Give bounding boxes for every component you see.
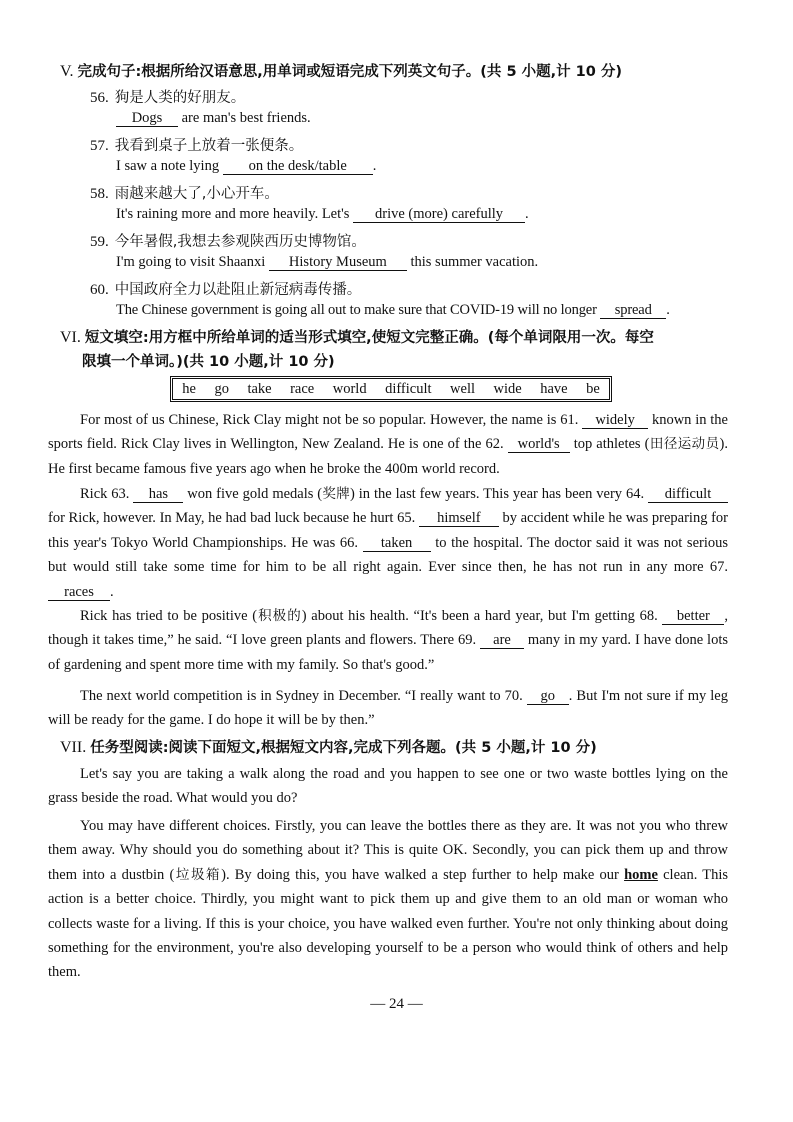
word-bank-item: have <box>540 380 568 397</box>
answer-67: races <box>48 584 110 601</box>
answer-60: spread <box>600 302 666 319</box>
q59-chinese: 59. 今年暑假,我想去参观陕西历史博物馆。 <box>90 234 366 250</box>
answer-57: on the desk/table <box>223 158 373 175</box>
q58-english: It's raining more and more heavily. Let's drive (more) carefully . <box>116 206 529 222</box>
word-bank-item: take <box>247 380 272 397</box>
answer-64: difficult <box>648 486 728 503</box>
passage-paragraph-2: Rick 63. has won five gold medals (奖牌) in the last few years. This year has been very 64. difficult for Rick, however. In May, he had bad luck because he hurt 65. himself by accident while he was preparing for this year's Tokyo World Championships. He was 66. taken to the hospital. The doctor said it was not serious but would still take some time for him to be all right again. Ever since then, he has not run in any more 67. races . <box>48 486 729 600</box>
q60-chinese: 60. 中国政府全力以赴阻止新冠病毒传播。 <box>90 282 362 298</box>
word-bank <box>172 378 610 400</box>
word-bank-item: wide <box>493 380 522 397</box>
answer-61: widely <box>582 412 648 429</box>
word-bank-item: world <box>332 380 367 397</box>
q57-chinese: 57. 我看到桌子上放着一张便条。 <box>90 138 304 154</box>
answer-68: better <box>662 608 724 625</box>
q59-english: I'm going to visit Shaanxi History Museum this summer vacation. <box>116 254 539 270</box>
passage-paragraph-1: For most of us Chinese, Rick Clay might not be so popular. However, the name is 61. widely known in the sports field. Rick Clay lives in Wellington, New Zealand. He is one of the 62. world's top athletes (田径运动员). He first became famous five years ago when he broke the 400m world record. <box>48 412 729 477</box>
answer-70: go <box>527 688 569 705</box>
answer-62: world's <box>508 436 570 453</box>
passage-paragraph-3: Rick has tried to be positive (积极的) about his health. “It's been a hard year, but I'm getting 68. better , though it takes time,” he said. “I love green plants and flowers. There 69. are many in my yard. I have done lots of gardening and spent more time with my family. So that's good.” <box>48 608 728 673</box>
word-bank-item: he <box>182 380 196 397</box>
passage-paragraph-4: The next world competition is in Sydney in December. “I really want to 70. go . But I'm not sure if my leg will be ready for the game. I do hope it will be by then.” <box>48 688 728 729</box>
answer-56: Dogs <box>116 110 178 127</box>
answer-65: himself <box>419 510 499 527</box>
word-bank-item: well <box>450 380 475 397</box>
word-bank-item: difficult <box>385 380 432 397</box>
q58-chinese: 58. 雨越来越大了,小心开车。 <box>90 186 279 202</box>
word-bank-item: go <box>214 380 229 397</box>
q56-chinese: 56. 狗是人类的好朋友。 <box>90 90 246 106</box>
q57-english: I saw a note lying on the desk/table . <box>116 158 377 174</box>
answer-63: has <box>133 486 183 503</box>
word-bank-item: race <box>290 380 315 397</box>
section-vii-heading: VII. 任务型阅读:阅读下面短文,根据短文内容,完成下列各题。(共 5 小题,计 10 分) <box>60 739 597 756</box>
q60-english: The Chinese government is going all out to make sure that COVID-19 will no longer spread . <box>116 302 670 318</box>
section-v-heading: V. 完成句子:根据所给汉语意思,用单词或短语完成下列英文句子。(共 5 小题,计 10 分) <box>60 63 623 80</box>
word-bank-item: be <box>586 380 600 397</box>
answer-58: drive (more) carefully <box>353 206 525 223</box>
answer-66: taken <box>363 535 431 552</box>
page-number: — 24 — <box>370 996 423 1012</box>
answer-59: History Museum <box>269 254 407 271</box>
highlighted-word-home: home <box>624 866 658 883</box>
reading-paragraph-1: Let's say you are taking a walk along the road and you happen to see one or two waste bottles lying on the grass beside the road. What would you do? <box>48 766 728 807</box>
answer-69: are <box>480 632 524 649</box>
reading-paragraph-2: You may have different choices. Firstly, you can leave the bottles there as they are. It was not you who threw them away. Why should you do something about it? This is quite OK. Secondly, you can pick them up and throw them into a dustbin (垃圾箱). By doing this, you have walked a step further to help make our home clean. This action is a better choice. Thirdly, you might want to pick them up and give them to an old man or woman who collects waste for a living. If this is your choice, you have walked even further. You're not only thinking about doing something for the environment, you're also developing yourself to be a person who would think of others and help them. <box>48 818 729 981</box>
section-vi-heading: VI. 短文填空:用方框中所给单词的适当形式填空,使短文完整正确。(每个单词限用一次。每空 限填一个单词。)(共 10 小题,计 10 分) <box>60 329 654 370</box>
q56-english: Dogs are man's best friends. <box>116 110 311 127</box>
